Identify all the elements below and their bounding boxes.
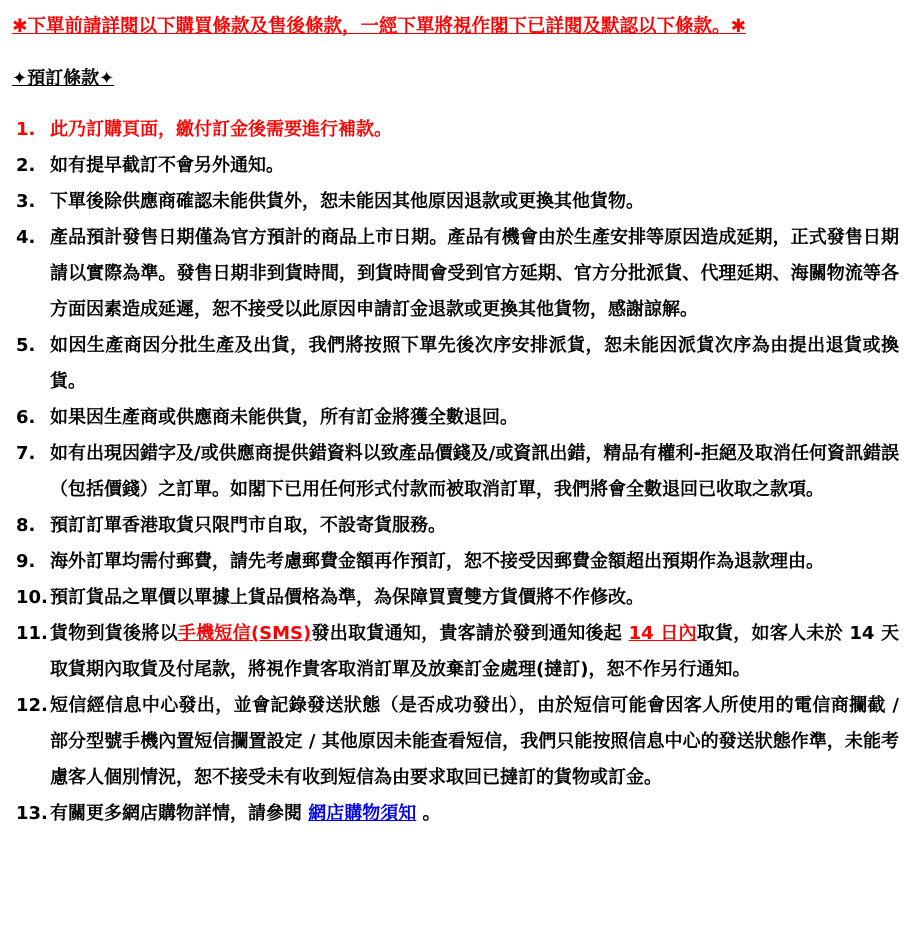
- section-heading-preorder-terms: ✦預訂條款✦: [12, 68, 115, 89]
- term-text: [50, 623, 899, 680]
- term-item: [10, 796, 899, 832]
- term-number: 11.: [16, 623, 48, 644]
- term-number: 4.: [16, 227, 36, 248]
- highlighted-text: 手機短信(SMS): [177, 623, 312, 644]
- term-text: [50, 443, 899, 500]
- term-number: 9.: [16, 551, 36, 572]
- page-title: ✱下單前請詳閱以下購買條款及售後條款，一經下單將視作閣下已詳閱及默認以下條款。✱: [12, 16, 747, 37]
- term-segment: 產品預計發售日期僅為官方預計的商品上市日期。產品有機會由於生產安排等原因造成延期，正式發售日期請以實際為準。發售日期非到貨時間，到貨時間會受到官方延期、官方分批派貨、代理延期、海關物流等各方面因素造成延遲，恕不接受以此原因申請訂金退款或更換其他貨物，感謝諒解。: [50, 227, 899, 320]
- term-text: [50, 407, 518, 428]
- term-text: [50, 515, 446, 536]
- term-number: 13.: [16, 803, 48, 824]
- term-number: 5.: [16, 335, 36, 356]
- term-segment: 如有提早截訂不會另外通知。: [50, 155, 284, 176]
- term-segment: 有關更多網店購物詳情，請參閱: [50, 803, 309, 824]
- term-number: 8.: [16, 515, 36, 536]
- term-item: [10, 616, 899, 688]
- term-segment: 取貨，如客人未於 14 天取貨期內取貨及付尾款，將視作貴客取消訂單及放棄訂金處理(撻訂)，恕不作另行通知。: [50, 623, 899, 680]
- term-segment: 預訂訂單香港取貨只限門市自取，不設寄貨服務。: [50, 515, 446, 536]
- highlighted-text: 14 日內: [628, 623, 697, 644]
- term-segment: 海外訂單均需付郵費，請先考慮郵費金額再作預訂，恕不接受因郵費金額超出預期作為退款理由。: [50, 551, 824, 572]
- term-number: 12.: [16, 695, 48, 716]
- term-segment: 如有出現因錯字及/或供應商提供錯資料以致產品價錢及/或資訊出錯，精品有權利-拒絕及取消任何資訊錯誤（包括價錢）之訂單。如閣下已用任何形式付款而被取消訂單，我們將會全數退回已收取之款項。: [50, 443, 899, 500]
- term-text: [50, 803, 441, 824]
- term-item: [10, 580, 899, 616]
- term-item: [10, 544, 899, 580]
- term-segment: 如因生產商因分批生產及出貨，我們將按照下單先後次序安排派貨，恕未能因派貨次序為由提出退貨或換貨。: [50, 335, 899, 392]
- term-segment: 預訂貨品之單價以單據上貨品價格為準，為保障買賣雙方貨價將不作修改。: [50, 587, 644, 608]
- term-number: 10.: [16, 587, 48, 608]
- store-shopping-guide-link[interactable]: 網店購物須知: [308, 803, 417, 824]
- term-segment: 下單後除供應商確認未能供貨外，恕未能因其他原因退款或更換其他貨物。: [50, 191, 644, 212]
- term-item: [10, 184, 899, 220]
- term-item: [10, 436, 899, 508]
- term-item: [10, 220, 899, 328]
- term-text: [50, 119, 392, 140]
- term-segment: 短信經信息中心發出，並會記錄發送狀態（是否成功發出），由於短信可能會因客人所使用的電信商攔截 / 部分型號手機內置短信攔置設定 / 其他原因未能查看短信，我們只能按照信息中心的發送狀態作準，未能考慮客人個別情況，恕不接受未有收到短信為由要求取回已撻訂的貨物或訂金。: [50, 695, 899, 788]
- term-segment: 如果因生產商或供應商未能供貨，所有訂金將獲全數退回。: [50, 407, 518, 428]
- term-text: [50, 695, 899, 788]
- term-item: [10, 400, 899, 436]
- term-text: [50, 155, 284, 176]
- term-number: 7.: [16, 443, 36, 464]
- term-number: 6.: [16, 407, 36, 428]
- term-text: [50, 191, 644, 212]
- term-segment: 發出取貨通知，貴客請於發到通知後起: [311, 623, 629, 644]
- term-item: [10, 328, 899, 400]
- term-number: 1.: [16, 119, 36, 140]
- term-text: [50, 551, 824, 572]
- terms-list: [10, 112, 899, 832]
- term-segment: 。: [416, 803, 441, 824]
- term-number: 3.: [16, 191, 36, 212]
- term-text: [50, 587, 644, 608]
- term-segment: 貨物到貨後將以: [50, 623, 178, 644]
- term-item: [10, 688, 899, 796]
- highlighted-text: 此乃訂購頁面，繳付訂金後需要進行補款。: [50, 119, 392, 140]
- term-number: 2.: [16, 155, 36, 176]
- term-text: [50, 227, 899, 320]
- term-item: [10, 508, 899, 544]
- term-item: [10, 148, 899, 184]
- term-text: [50, 335, 899, 392]
- term-item: [10, 112, 899, 148]
